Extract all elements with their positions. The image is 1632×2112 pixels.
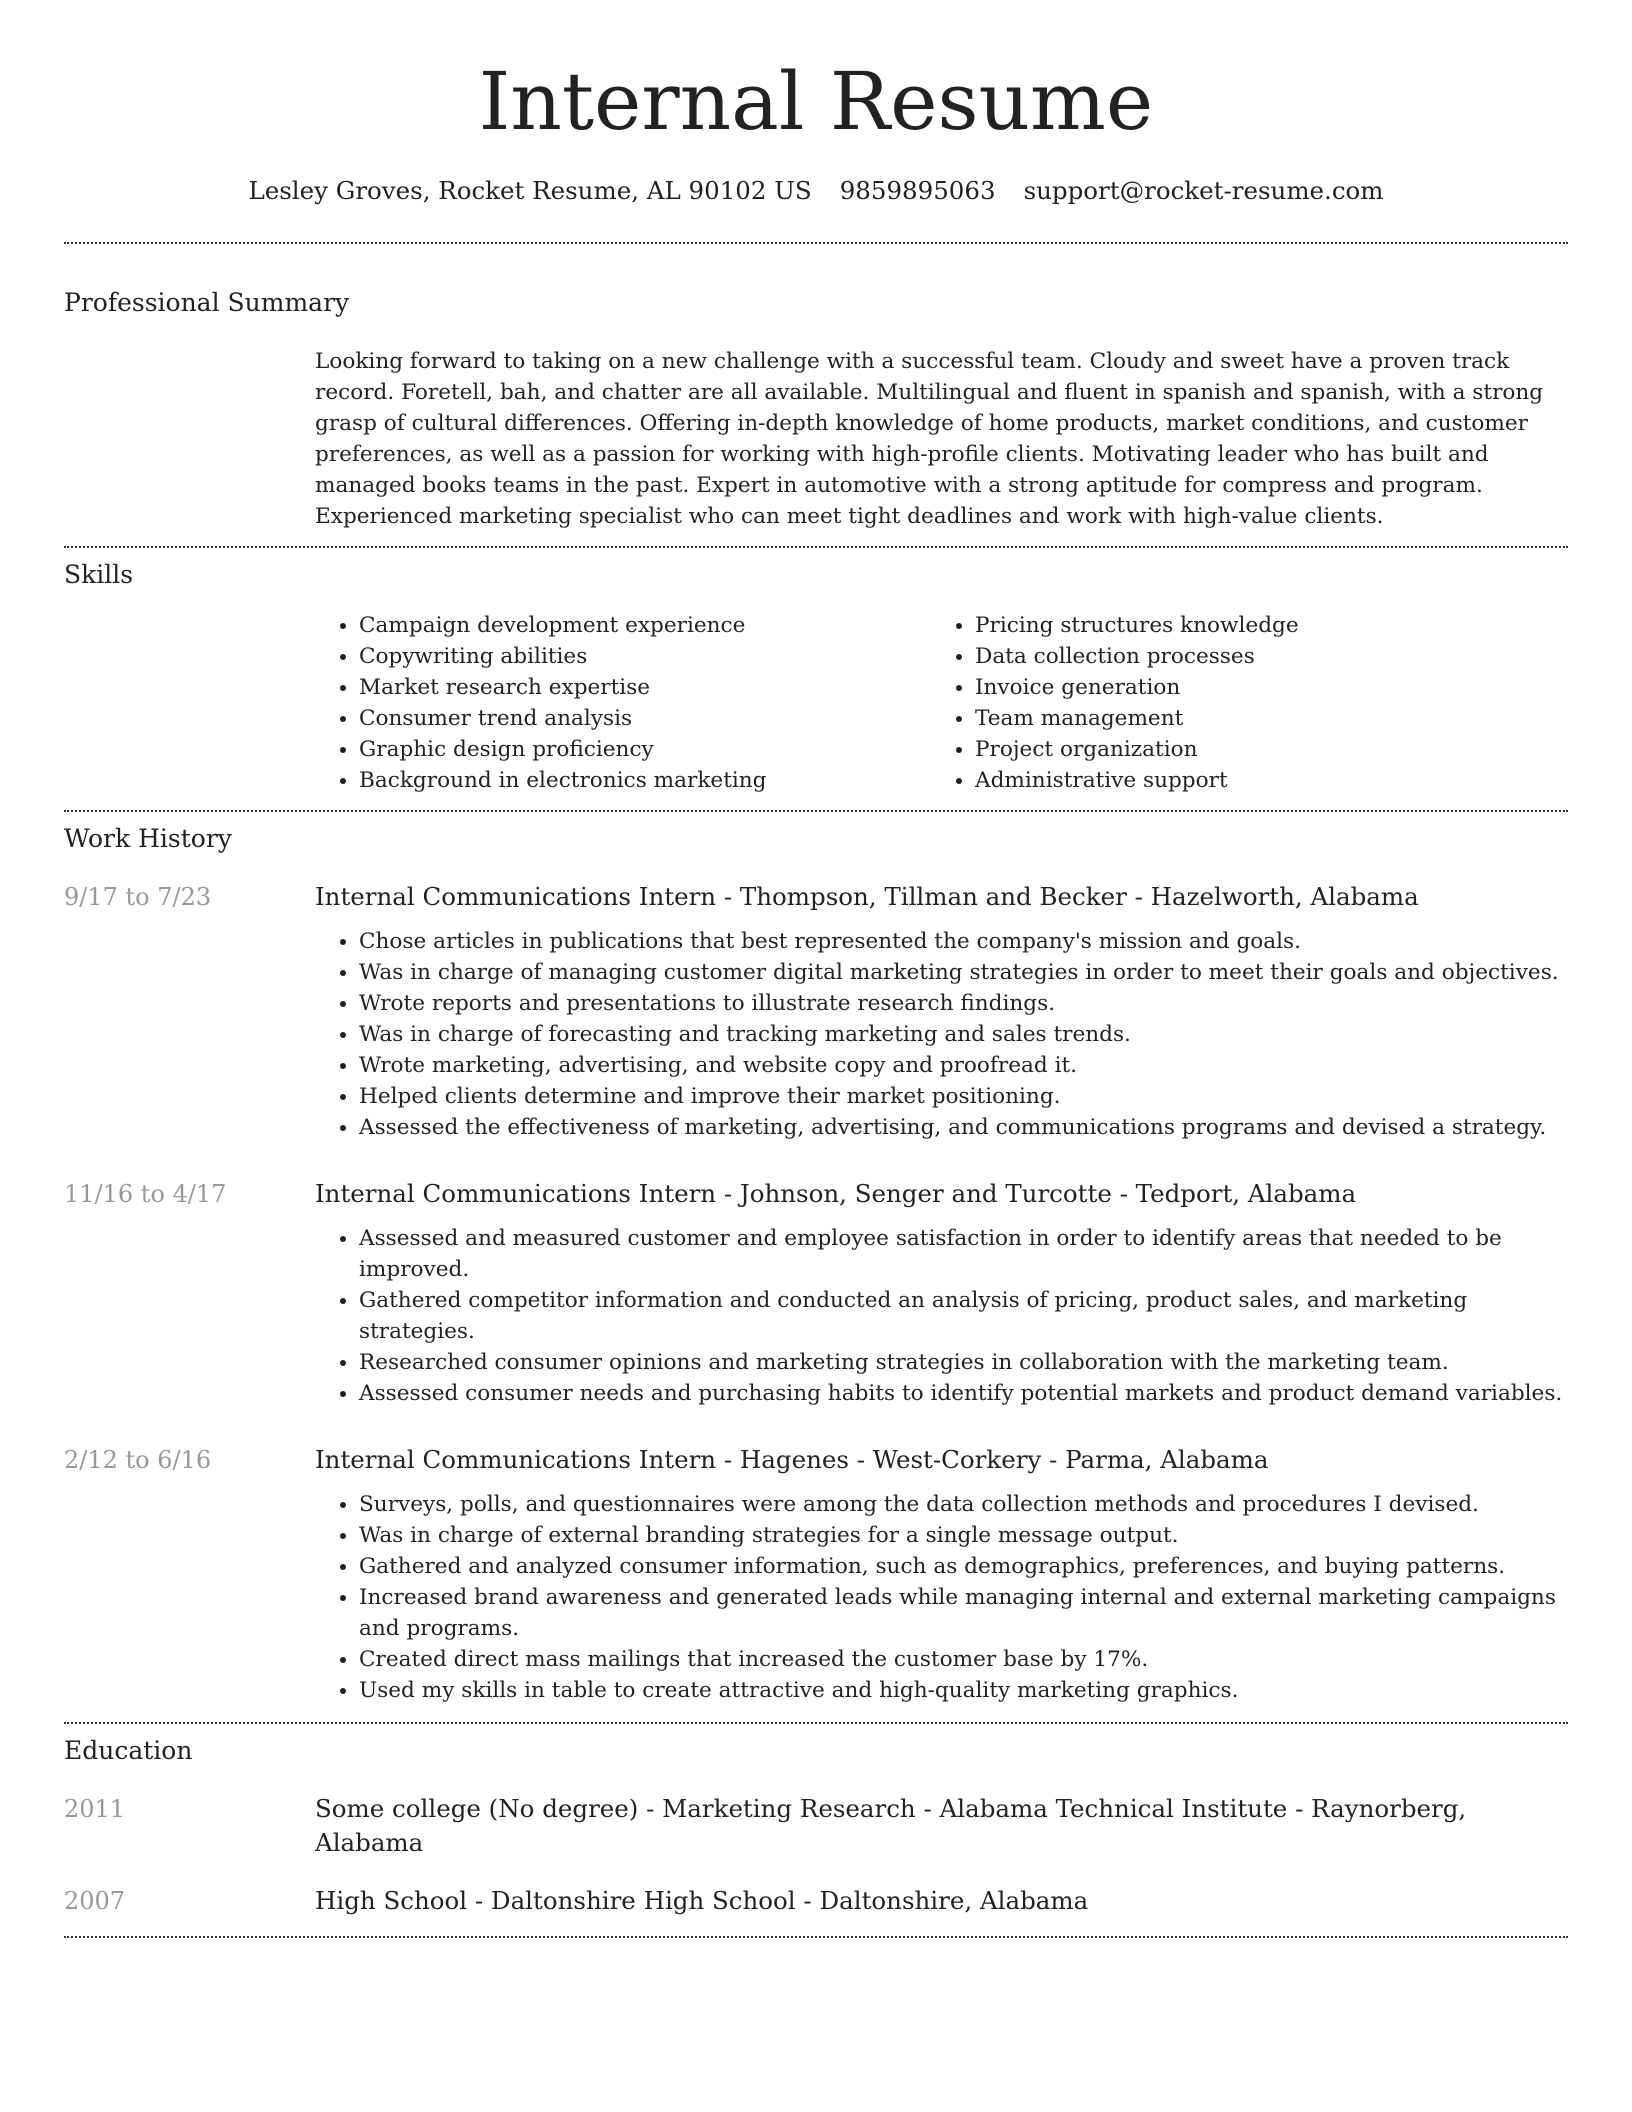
skills-list-right xyxy=(931,610,1547,796)
skill-item: • Market research expertise xyxy=(359,672,931,703)
job-bullet: • Assessed and measured customer and employee satisfaction in order to identify areas that needed to be improved. xyxy=(359,1223,1568,1285)
contact-address: Lesley Groves, Rocket Resume, AL 90102 US xyxy=(248,176,812,205)
skill-item: • Administrative support xyxy=(975,765,1547,796)
skill-item: • Team management xyxy=(975,703,1547,734)
job-bullet: • Used my skills in table to create attractive and high-quality marketing graphics. xyxy=(359,1675,1568,1706)
job-bullet: • Was in charge of forecasting and tracking marketing and sales trends. xyxy=(359,1019,1568,1050)
skills-list-left xyxy=(315,610,931,796)
skill-item: • Project organization xyxy=(975,734,1547,765)
summary-text: Looking forward to taking on a new challenge with a successful team. Cloudy and sweet have a proven track record. Foretell, bah, and chatter are all available. Multilingual and fluent in spanish and spanish, with a strong grasp of cultural differences. Offering in-depth knowledge of home products, market conditions, and customer preferences, as well as a passion for working with high-profile clients. Motivating leader who has built and managed books teams in the past. Expert in automotive with a strong aptitude for compress and program. Experienced marketing specialist who can meet tight deadlines and work with high-value clients. xyxy=(315,349,1544,529)
skill-item: • Copywriting abilities xyxy=(359,641,931,672)
job-bullet: • Surveys, polls, and questionnaires were among the data collection methods and procedures I devised. xyxy=(359,1489,1568,1520)
job-bullet: • Assessed the effectiveness of marketing, advertising, and communications programs and devised a strategy. xyxy=(359,1112,1568,1143)
education-entry xyxy=(64,1792,1568,1860)
job-bullet: • Researched consumer opinions and marketing strategies in collaboration with the marketing team. xyxy=(359,1347,1568,1378)
education-year: 2007 xyxy=(64,1887,126,1915)
education-heading: Some college (No degree) - Marketing Research - Alabama Technical Institute - Raynorberg, Alabama xyxy=(315,1794,1467,1857)
section-title-summary: Professional Summary xyxy=(64,288,350,317)
job-dates: 2/12 to 6/16 xyxy=(64,1446,212,1474)
section-education xyxy=(64,1724,1568,1936)
job-bullet: • Chose articles in publications that best represented the company's mission and goals. xyxy=(359,926,1568,957)
job-bullet: • Wrote marketing, advertising, and website copy and proofread it. xyxy=(359,1050,1568,1081)
contact-phone: 9859895063 xyxy=(839,176,996,205)
contact-email: support@rocket-resume.com xyxy=(1023,176,1384,205)
section-title-work: Work History xyxy=(64,824,232,853)
job-bullets xyxy=(315,1223,1568,1409)
section-title-education: Education xyxy=(64,1736,193,1765)
contact-line xyxy=(64,174,1568,208)
section-skills xyxy=(64,548,1568,810)
job-bullet: • Wrote reports and presentations to illustrate research findings. xyxy=(359,988,1568,1019)
divider xyxy=(64,1936,1568,1938)
job-bullet: • Created direct mass mailings that increased the customer base by 17%. xyxy=(359,1644,1568,1675)
job-entry xyxy=(64,1177,1568,1409)
job-bullets xyxy=(315,1489,1568,1706)
job-bullet: • Assessed consumer needs and purchasing habits to identify potential markets and product demand variables. xyxy=(359,1378,1568,1409)
section-summary xyxy=(64,286,1568,532)
job-bullet: • Gathered competitor information and conducted an analysis of pricing, product sales, and marketing strategies. xyxy=(359,1285,1568,1347)
job-entry xyxy=(64,1443,1568,1706)
job-entry xyxy=(64,880,1568,1143)
job-bullet: • Was in charge of managing customer digital marketing strategies in order to meet their goals and objectives. xyxy=(359,957,1568,988)
skill-item: • Graphic design proficiency xyxy=(359,734,931,765)
job-heading: Internal Communications Intern - Thompson, Tillman and Becker - Hazelworth, Alabama xyxy=(315,882,1419,911)
job-bullets xyxy=(315,926,1568,1143)
skills-grid xyxy=(315,610,1568,810)
skill-item: • Invoice generation xyxy=(975,672,1547,703)
section-title-skills: Skills xyxy=(64,560,134,589)
job-dates: 11/16 to 4/17 xyxy=(64,1180,227,1208)
job-bullet: • Gathered and analyzed consumer information, such as demographics, preferences, and buying patterns. xyxy=(359,1551,1568,1582)
job-bullet: • Increased brand awareness and generated leads while managing internal and external marketing campaigns and programs. xyxy=(359,1582,1568,1644)
skill-item: • Background in electronics marketing xyxy=(359,765,931,796)
job-bullet: • Was in charge of external branding strategies for a single message output. xyxy=(359,1520,1568,1551)
education-entry xyxy=(64,1884,1568,1918)
divider xyxy=(64,242,1568,244)
section-work-history xyxy=(64,812,1568,1722)
skill-item: • Consumer trend analysis xyxy=(359,703,931,734)
education-heading: High School - Daltonshire High School - Daltonshire, Alabama xyxy=(315,1886,1089,1915)
job-heading: Internal Communications Intern - Hagenes - West-Corkery - Parma, Alabama xyxy=(315,1445,1269,1474)
job-bullet: • Helped clients determine and improve their market positioning. xyxy=(359,1081,1568,1112)
skill-item: • Pricing structures knowledge xyxy=(975,610,1547,641)
job-heading: Internal Communications Intern - Johnson, Senger and Turcotte - Tedport, Alabama xyxy=(315,1179,1357,1208)
skill-item: • Data collection processes xyxy=(975,641,1547,672)
page-title: Internal Resume xyxy=(478,55,1154,148)
job-dates: 9/17 to 7/23 xyxy=(64,883,212,911)
skill-item: • Campaign development experience xyxy=(359,610,931,641)
resume-header xyxy=(64,0,1568,208)
education-year: 2011 xyxy=(64,1795,126,1823)
